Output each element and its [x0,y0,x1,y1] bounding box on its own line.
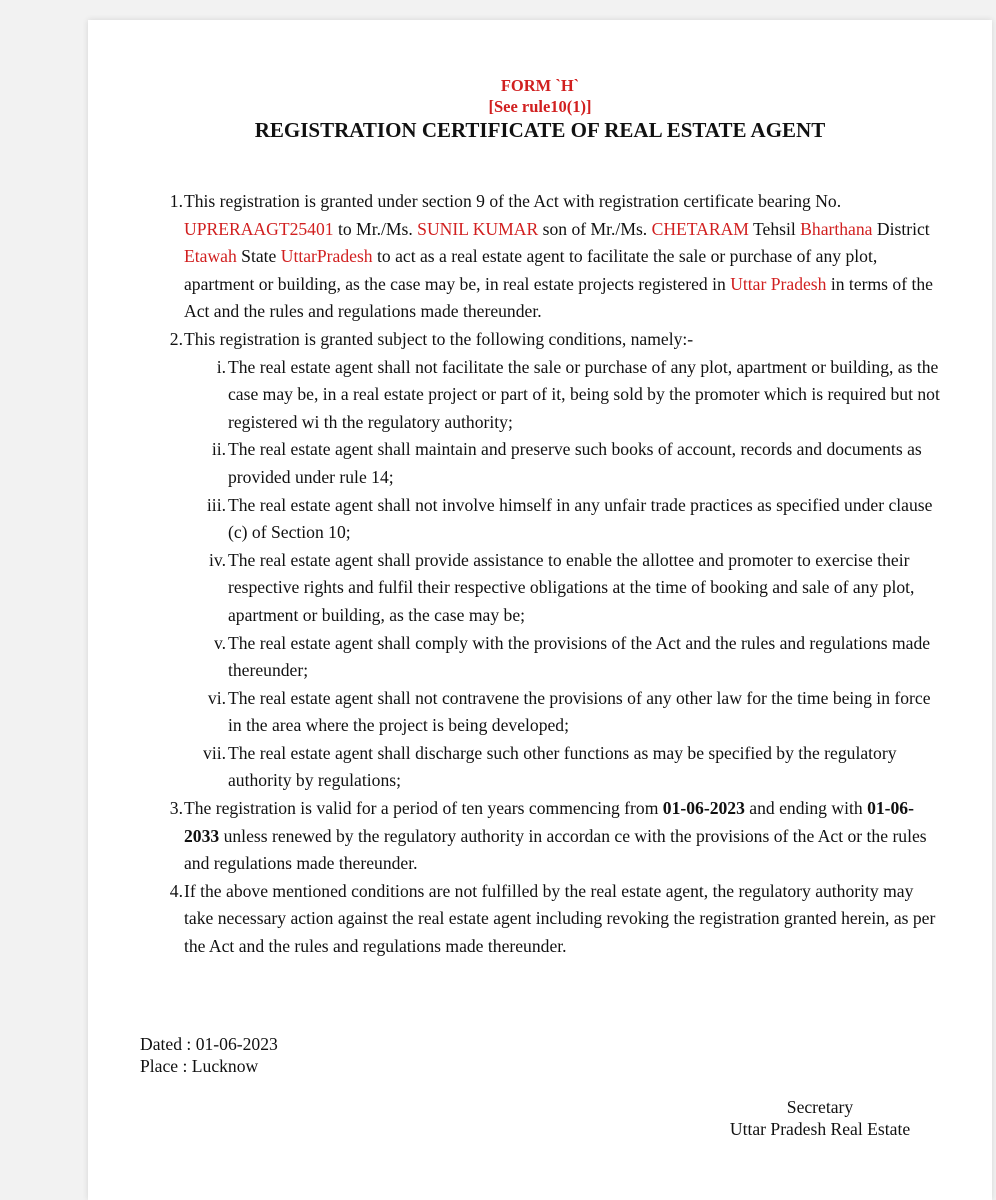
date-place-block [140,1034,278,1077]
designation-text: Secretary [786,1097,854,1117]
item-number: 3. [169,798,183,819]
form-label: FORM `H` [500,76,580,95]
item-number: 1. [169,191,183,211]
item-text: unless renewed by the regulatory authority in accordan ce with the provisions of the Act or the rules and regulations made thereunder. [184,825,927,874]
sub-item-text: The real estate agent shall comply with the provisions of the Act and the rules and regulations made thereunder; [228,632,931,681]
sub-item-text: The real estate agent shall not involve himself in any unfair trade practices as specified under clause (c) of Section 10; [228,494,933,543]
place-text: Place : Lucknow [140,1055,259,1076]
dated-text: Dated : 01-06-2023 [140,1034,278,1054]
item-text: and ending with [744,798,868,819]
sub-item-number: v. [213,632,226,653]
bold-date: 01-06-2023 [662,798,745,819]
item-number: 2. [169,328,183,349]
item-text: The registration is valid for a period of ten years commencing from [184,798,663,819]
list-item [88,795,992,878]
item-text: This registration is granted subject to the following conditions, namely:- [184,328,694,349]
list-item [88,878,992,961]
sub-item-text: The real estate agent shall not contravene the provisions of any other law for the time being in force in the area where the project is being developed; [228,687,931,736]
item-text: This registration is granted under section 9 of the Act with registration certificate bearing No. [184,191,842,211]
sub-list-item [88,685,992,740]
sub-list-item [88,436,992,491]
sub-item-number: ii. [211,439,226,460]
sub-item-number: i. [216,356,226,377]
certificate-body [88,188,992,961]
sub-item-number: iii. [206,494,226,515]
item-text: in terms of the Act and the rules and regulations made thereunder. [184,273,933,322]
certificate-page [88,20,992,1200]
item-text: State [236,246,281,267]
highlighted-value: Uttar Pradesh [730,273,827,294]
bold-date: 01-06-2033 [184,798,914,846]
authority-text: Uttar Pradesh Real Estate [729,1118,911,1139]
sub-item-number: iv. [209,549,226,570]
item-text: to Mr./Ms. [333,218,418,239]
sub-list-item [88,354,992,437]
highlighted-value: CHETARAM [651,218,749,239]
sub-item-number: vi. [207,687,226,708]
signature-block [700,1097,940,1140]
sub-item-text: The real estate agent shall maintain and preserve such books of account, records and documents as provided under rule 14; [228,439,922,487]
sub-item-text: The real estate agent shall provide assistance to enable the allottee and promoter to exercise their respective rights and fulfil their respective obligations at the time of booking and sale of any plot, apartment or building, as the case may be; [228,549,915,625]
item-text: to act as a real estate agent to facilitate the sale or purchase of any plot, apartment or building, as the case may be, in real estate projects registered in [184,246,878,294]
sub-item-number: vii. [203,742,226,763]
item-text: District [872,218,930,239]
rule-reference: [See rule10(1)] [488,97,592,116]
highlighted-value: SUNIL KUMAR [417,218,539,239]
highlighted-value: UPRERAAGT25401 [184,218,334,239]
item-text: If the above mentioned conditions are not fulfilled by the real estate agent, the regulatory authority may take necessary action against the real estate agent including revoking the registration granted herein, as per the Act and the rules and regulations made thereunder. [184,880,936,957]
sub-list-item [88,740,992,795]
highlighted-value: UttarPradesh [280,246,373,267]
sub-list-item [88,492,992,547]
sub-list-item [88,630,992,685]
sub-list-item [88,547,992,630]
sub-item-text: The real estate agent shall not facilitate the sale or purchase of any plot, apartment or building, as the case may be, in a real estate project or part of it, being sold by the promoter which is required but not registered wi th the regulatory authority; [228,356,940,432]
item-text: Tehsil [748,218,801,239]
highlighted-value: Bharthana [800,218,873,239]
certificate-title: REGISTRATION CERTIFICATE OF REAL ESTATE AGENT [254,118,826,142]
list-item [88,326,992,354]
highlighted-value: Etawah [184,246,237,267]
list-item [88,188,992,326]
item-text: son of Mr./Ms. [538,218,652,239]
item-number: 4. [169,880,183,901]
sub-item-text: The real estate agent shall discharge such other functions as may be specified by the regulatory authority by regulations; [228,742,897,791]
